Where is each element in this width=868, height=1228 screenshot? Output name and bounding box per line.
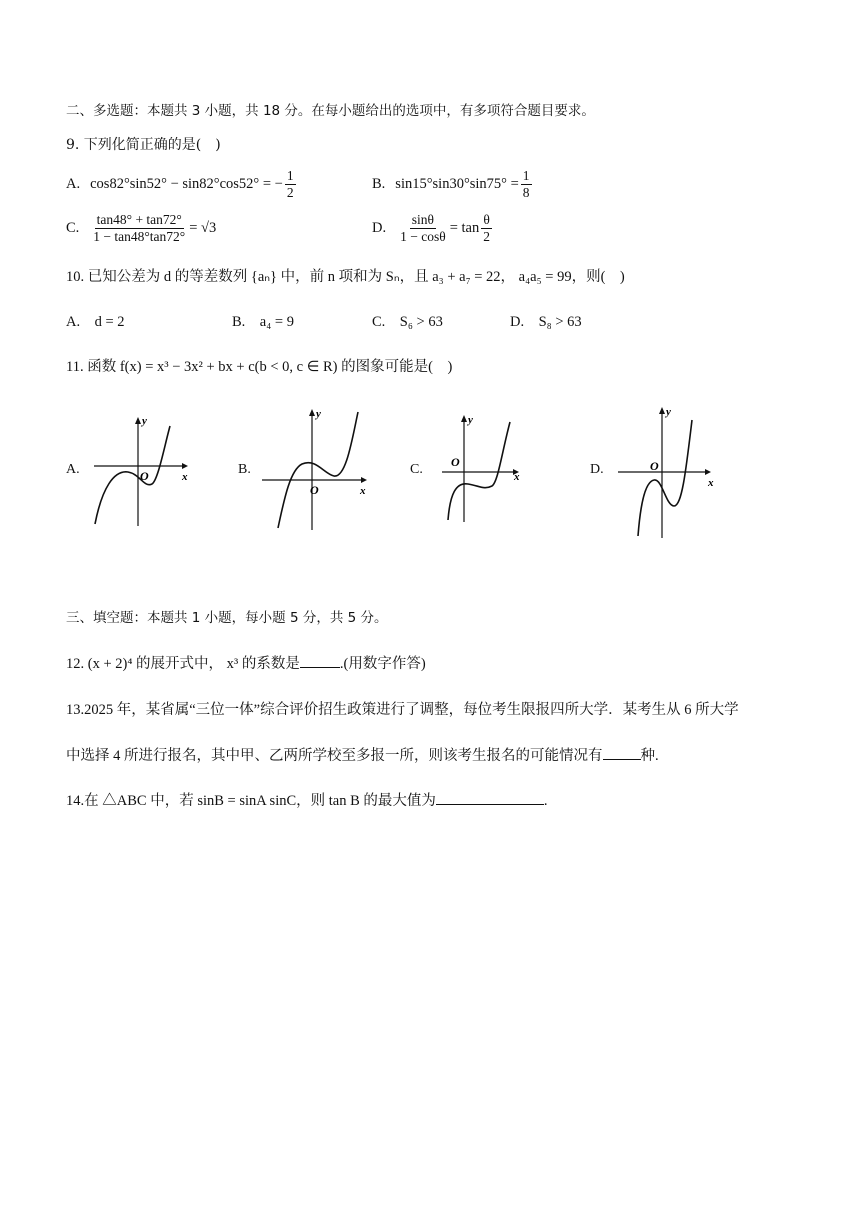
graph-b-y-arrow [309, 409, 315, 416]
q11-graph-a [88, 408, 198, 530]
q9-d-numerator: sinθ [411, 212, 435, 227]
question-11-stem: 11. 函数 f(x) = x³ − 3x² + bx + c(b < 0, c ∈ R) 的图象可能是( ) [66, 359, 453, 375]
graph-a-y-label: y [142, 415, 147, 427]
q10-option-a: A. d = 2 [66, 314, 125, 330]
graph-d-curve [638, 420, 692, 536]
question-10-stem: 10. 已知公差为 d 的等差数列 {aₙ} 中，前 n 项和为 Sₙ，且 a₃ + a₇ = 22， a₄a₅ = 99，则( ) [66, 269, 625, 285]
q9-option-d [372, 212, 494, 245]
q9-option-c-fraction [91, 212, 187, 245]
graph-c-origin: O [451, 455, 460, 469]
graph-b-curve [278, 412, 358, 528]
q14-text-pre: 14.在 △ABC 中，若 sinB = sinA sinC，则 tan B 的最大值为 [66, 793, 436, 809]
graph-a-origin: O [140, 469, 149, 483]
q9-option-d-fraction-2 [481, 212, 492, 245]
q13-text-post: 种. [640, 748, 659, 764]
graph-d-x-label: x [708, 477, 714, 489]
q9-option-b-lhs: sin15°sin30°sin75° = [395, 175, 519, 192]
q9-option-d-label: D. [372, 219, 387, 236]
q14-text-post: . [543, 793, 548, 809]
graph-d-origin: O [650, 459, 659, 473]
graph-b-x-arrow [361, 477, 367, 483]
q10-option-c: C. S₆ > 63 [372, 314, 443, 330]
q11-graph-c [438, 408, 528, 526]
q9-c-denominator: 1 − tan48°tan72° [93, 229, 186, 244]
graph-b-origin: O [310, 483, 319, 497]
graph-d-y-arrow [659, 407, 665, 414]
graph-d-y-label: y [666, 406, 671, 418]
graph-b-y-label: y [316, 408, 321, 420]
q13-text-pre: 中选择 4 所进行报名，其中甲、乙两所学校至多报一所，则该考生报名的可能情况有 [66, 748, 603, 764]
q9-a-numerator: 1 [286, 168, 294, 183]
graph-a-x-label: x [182, 471, 188, 483]
question-12 [66, 653, 426, 674]
q11-graph-d [616, 400, 720, 540]
q11-graph-c-label: C. [410, 462, 423, 477]
q9-option-b-fraction [521, 168, 532, 201]
section-2-header: 二、多选题：本题共 3 小题，共 18 分。在每小题给出的选项中，有多项符合题目要求。 [66, 103, 595, 119]
question-14 [66, 790, 548, 811]
q9-c-numerator: tan48° + tan72° [96, 212, 182, 227]
section-3-header: 三、填空题：本题共 1 小题，每小题 5 分，共 5 分。 [66, 610, 388, 626]
q9-option-b [372, 168, 534, 201]
question-13-line-2 [66, 745, 659, 766]
q9-b-denominator: 8 [522, 185, 530, 200]
q9-option-d-fraction [398, 212, 448, 245]
q11-graph-d-label: D. [590, 462, 604, 477]
graph-a-x-arrow [182, 463, 188, 469]
q9-option-a-label: A. [66, 175, 81, 192]
q9-option-a [66, 168, 298, 201]
graph-c-y-arrow [461, 415, 467, 422]
graph-a-y-arrow [135, 417, 141, 424]
q9-option-a-lhs: cos82°sin52° − sin82°cos52° = − [90, 175, 283, 192]
q11-graph-a-label: A. [66, 462, 80, 477]
q9-option-c [66, 212, 216, 245]
q9-d-numerator-2: θ [483, 212, 490, 227]
q14-answer-blank[interactable] [436, 790, 544, 805]
q9-b-numerator: 1 [522, 168, 530, 183]
q12-text-pre: 12. (x + 2)⁴ 的展开式中， x³ 的系数是 [66, 656, 300, 672]
q11-graph-b-label: B. [238, 462, 251, 477]
q12-text-post: .(用数字作答) [339, 656, 426, 672]
graph-c-y-label: y [468, 414, 473, 426]
q9-option-b-label: B. [372, 175, 386, 192]
graph-c-curve [448, 422, 510, 520]
graph-c-x-label: x [514, 471, 520, 483]
q9-option-c-rhs: = √3 [189, 219, 217, 236]
question-13-line-1: 13.2025 年，某省属“三位一体”综合评价招生政策进行了调整，每位考生限报四所大学．某考生从 6 所大学 [66, 702, 739, 718]
q12-answer-blank[interactable] [300, 653, 340, 668]
q9-option-d-mid: = tan [449, 219, 480, 236]
q9-d-denominator: 1 − cosθ [400, 229, 446, 244]
q13-answer-blank[interactable] [603, 745, 641, 760]
graph-a-curve [95, 426, 170, 524]
graph-b-x-label: x [360, 485, 366, 497]
q9-option-c-label: C. [66, 219, 80, 236]
q9-a-denominator: 2 [286, 185, 294, 200]
graph-d-x-arrow [705, 469, 711, 475]
q10-option-b: B. a₄ = 9 [232, 314, 294, 330]
q11-graph-b [260, 400, 374, 532]
q10-option-d: D. S₈ > 63 [510, 314, 582, 330]
question-9-stem: 9. 下列化简正确的是( ) [66, 137, 221, 153]
q9-d-denominator-2: 2 [483, 229, 490, 244]
q9-option-a-fraction [285, 168, 296, 201]
